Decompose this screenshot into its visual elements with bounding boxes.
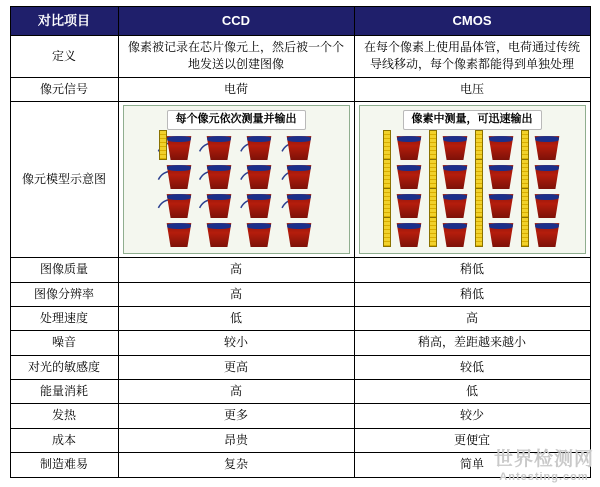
cmos-pixel-cell [521, 163, 561, 189]
comparison-table [10, 6, 591, 478]
ccd-diagram-caption: 每个像元依次测量并输出 [167, 110, 306, 130]
cmos-pixel-cell [475, 134, 515, 160]
row-label-heat: 发热 [10, 404, 118, 428]
bucket-icon [165, 165, 193, 189]
ccd-pixel-cell [159, 163, 193, 189]
bucket-icon [487, 223, 515, 247]
bucket-icon [245, 136, 273, 160]
bucket-icon [441, 136, 469, 160]
cell-cmos-image-quality: 稍低 [354, 258, 590, 282]
cell-ccd-definition: 像素被记录在芯片像元上，然后被一个个地发送以创建图像 [118, 36, 354, 78]
row-label-power-consumption: 能量消耗 [10, 380, 118, 404]
ruler-icon [429, 188, 437, 218]
cmos-pixel-cell [475, 163, 515, 189]
table-row-pixel-signal [10, 77, 590, 101]
cell-cmos-power-consumption: 低 [354, 380, 590, 404]
bucket-icon [441, 223, 469, 247]
cmos-pixel-cell [429, 192, 469, 218]
table-row-power-consumption [10, 380, 590, 404]
row-label-noise: 噪音 [10, 331, 118, 355]
ruler-icon [383, 130, 391, 160]
ruler-icon [521, 159, 529, 189]
header-item: 对比项目 [10, 7, 118, 36]
cmos-pixel-cell [429, 134, 469, 160]
cell-cmos-light-sensitivity: 较低 [354, 355, 590, 379]
bucket-icon [533, 194, 561, 218]
ccd-pixel-cell [239, 163, 273, 189]
bucket-icon [205, 223, 233, 247]
bucket-icon [533, 136, 561, 160]
cell-ccd-processing-speed: 低 [118, 306, 354, 330]
cell-ccd-manufacturing-difficulty: 复杂 [118, 453, 354, 477]
ccd-pixel-grid [128, 134, 345, 247]
cmos-pixel-cell [429, 163, 469, 189]
cmos-pixel-cell [429, 221, 469, 247]
ccd-pixel-cell [199, 163, 233, 189]
cmos-pixel-cell [521, 134, 561, 160]
bucket-icon [533, 165, 561, 189]
cell-cmos-definition: 在每个像素上使用晶体管，电荷通过传统导线移动，每个像素都能得到单独处理 [354, 36, 590, 78]
table-row-heat [10, 404, 590, 428]
bucket-icon [245, 165, 273, 189]
ccd-bucket-area [128, 134, 345, 247]
table-row-image-quality [10, 258, 590, 282]
table-row-resolution [10, 282, 590, 306]
cmos-pixel-grid [364, 134, 581, 247]
bucket-icon [395, 136, 423, 160]
bucket-icon [487, 194, 515, 218]
bucket-icon [441, 165, 469, 189]
ruler-icon [521, 188, 529, 218]
ccd-pixel-cell [239, 221, 273, 247]
bucket-icon [285, 136, 313, 160]
cell-cmos-manufacturing-difficulty: 简单 [354, 453, 590, 477]
bucket-icon [533, 223, 561, 247]
ruler-icon [475, 188, 483, 218]
ruler-icon [521, 130, 529, 160]
ccd-pixel-cell [279, 221, 313, 247]
cell-cmos-pixel-signal: 电压 [354, 77, 590, 101]
ruler-icon [429, 159, 437, 189]
table-header-row [10, 7, 590, 36]
table-row-pixel-model-diagram [10, 102, 590, 258]
row-label-light-sensitivity: 对光的敏感度 [10, 355, 118, 379]
bucket-icon [395, 165, 423, 189]
cmos-diagram-caption: 像素中测量，可迅速输出 [403, 110, 542, 130]
header-cmos: CMOS [354, 7, 590, 36]
ccd-pixel-cell [159, 192, 193, 218]
table-row-cost [10, 428, 590, 452]
ccd-pixel-cell [199, 192, 233, 218]
table-row-definition [10, 36, 590, 78]
ccd-pixel-cell [239, 192, 273, 218]
ruler-icon [383, 188, 391, 218]
cell-ccd-light-sensitivity: 更高 [118, 355, 354, 379]
ccd-pixel-cell [239, 134, 273, 160]
table-header [10, 7, 590, 36]
table-row-light-sensitivity [10, 355, 590, 379]
ruler-icon [475, 217, 483, 247]
cmos-pixel-cell [475, 192, 515, 218]
bucket-icon [285, 223, 313, 247]
cmos-pixel-cell [383, 192, 423, 218]
cell-ccd-image-quality: 高 [118, 258, 354, 282]
cmos-pixel-cell [521, 221, 561, 247]
watermark-main-text: 世界检测网 [493, 449, 594, 471]
cmos-pixel-cell [383, 134, 423, 160]
bucket-icon [487, 165, 515, 189]
ccd-pixel-cell [279, 192, 313, 218]
row-label-pixel-model-diagram: 像元模型示意图 [10, 102, 118, 258]
cell-cmos-processing-speed: 高 [354, 306, 590, 330]
cmos-pixel-cell [521, 192, 561, 218]
table-row-processing-speed [10, 306, 590, 330]
row-label-image-quality: 图像质量 [10, 258, 118, 282]
bucket-icon [165, 194, 193, 218]
row-label-manufacturing-difficulty: 制造难易 [10, 453, 118, 477]
table-row-noise [10, 331, 590, 355]
ruler-icon [475, 159, 483, 189]
cell-ccd-noise: 较小 [118, 331, 354, 355]
cell-ccd-heat: 更多 [118, 404, 354, 428]
row-label-definition: 定义 [10, 36, 118, 78]
table-body [10, 36, 590, 478]
cell-cmos-cost: 更便宜 [354, 428, 590, 452]
cell-cmos-heat: 较少 [354, 404, 590, 428]
cell-ccd-cost: 昂贵 [118, 428, 354, 452]
ruler-icon [475, 130, 483, 160]
bucket-icon [285, 194, 313, 218]
cell-cmos-diagram [354, 102, 590, 258]
cell-ccd-pixel-signal: 电荷 [118, 77, 354, 101]
bucket-icon [487, 136, 515, 160]
bucket-icon [245, 194, 273, 218]
row-label-processing-speed: 处理速度 [10, 306, 118, 330]
ccd-pixel-cell [159, 221, 193, 247]
table-row-manufacturing-difficulty [10, 453, 590, 477]
cmos-bucket-area [364, 134, 581, 247]
cell-cmos-resolution: 稍低 [354, 282, 590, 306]
bucket-icon [165, 136, 193, 160]
cmos-pixel-cell [383, 221, 423, 247]
cell-ccd-resolution: 高 [118, 282, 354, 306]
row-label-cost: 成本 [10, 428, 118, 452]
ccd-diagram-panel [123, 105, 350, 254]
cmos-pixel-cell [383, 163, 423, 189]
bucket-icon [245, 223, 273, 247]
cell-ccd-diagram [118, 102, 354, 258]
ruler-icon [383, 217, 391, 247]
bucket-icon [441, 194, 469, 218]
bucket-icon [165, 223, 193, 247]
row-label-resolution: 图像分辨率 [10, 282, 118, 306]
bucket-icon [395, 223, 423, 247]
header-ccd: CCD [118, 7, 354, 36]
cell-cmos-noise: 稍高，差距越来越小 [354, 331, 590, 355]
ccd-pixel-cell [279, 134, 313, 160]
bucket-icon [285, 165, 313, 189]
ruler-icon [383, 159, 391, 189]
watermark-sub-text: Antesting.com [499, 470, 589, 483]
ruler-icon [429, 217, 437, 247]
cell-ccd-power-consumption: 高 [118, 380, 354, 404]
ccd-pixel-cell [199, 221, 233, 247]
ruler-icon [521, 217, 529, 247]
ruler-icon [159, 130, 167, 160]
ccd-pixel-cell [199, 134, 233, 160]
cmos-diagram-panel [359, 105, 586, 254]
bucket-icon [205, 165, 233, 189]
cmos-pixel-cell [475, 221, 515, 247]
bucket-icon [205, 136, 233, 160]
bucket-icon [205, 194, 233, 218]
bucket-icon [395, 194, 423, 218]
ccd-pixel-cell [279, 163, 313, 189]
ruler-icon [429, 130, 437, 160]
ccd-pixel-cell [159, 134, 193, 160]
row-label-pixel-signal: 像元信号 [10, 77, 118, 101]
